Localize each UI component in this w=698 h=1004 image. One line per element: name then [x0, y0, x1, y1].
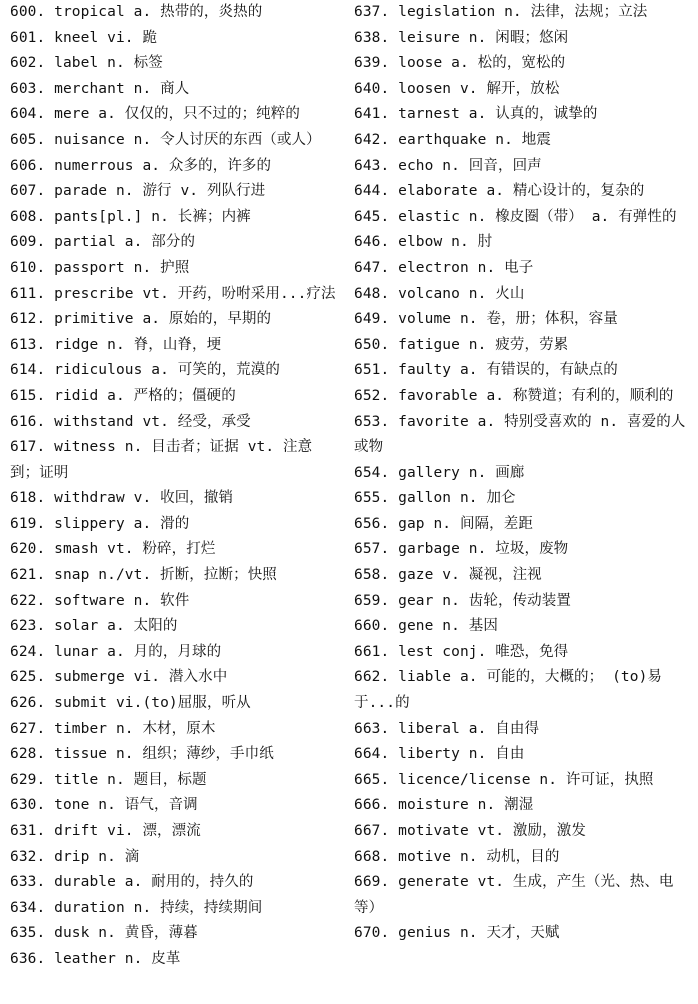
vocab-entry: 614. ridiculous a. 可笑的，荒漠的	[10, 362, 280, 379]
vocab-entry: 665. licence/license n. 许可证，执照	[354, 771, 654, 788]
vocab-entry: 638. leisure n. 闲暇；悠闲	[354, 29, 569, 46]
vocab-entry: 644. elaborate a. 精心设计的，复杂的	[354, 183, 645, 200]
vocab-entry: 633. durable a. 耐用的，持久的	[10, 874, 254, 891]
vocab-entry: 619. slippery a. 滑的	[10, 515, 190, 532]
vocab-entry: 650. fatigue n. 疲劳，劳累	[354, 336, 569, 353]
vocab-entry: 668. motive n. 动机，目的	[354, 848, 560, 865]
vocab-entry: 625. submerge vi. 潜入水中	[10, 669, 228, 686]
vocab-entry: 617. witness n. 目击者；证据 vt. 注意到；证明	[10, 439, 313, 481]
vocab-entry: 656. gap n. 间隔，差距	[354, 515, 533, 532]
vocab-entry: 654. gallery n. 画廊	[354, 464, 525, 481]
vocab-entry: 612. primitive a. 原始的，早期的	[10, 311, 272, 328]
vocab-entry: 629. title n. 题目，标题	[10, 771, 207, 788]
vocab-entry: 664. liberty n. 自由	[354, 746, 525, 763]
vocab-entry: 627. timber n. 木材，原木	[10, 720, 216, 737]
vocab-entry: 652. favorable a. 称赞道；有利的，顺利的	[354, 387, 674, 404]
vocab-entry: 610. passport n. 护照	[10, 259, 190, 276]
vocab-entry: 649. volume n. 卷，册；体积，容量	[354, 311, 618, 328]
vocab-entry: 647. electron n. 电子	[354, 259, 534, 276]
vocab-entry: 632. drip n. 滴	[10, 848, 140, 865]
vocab-entry: 623. solar a. 太阳的	[10, 618, 178, 635]
vocab-entry: 609. partial a. 部分的	[10, 234, 196, 251]
vocab-entry: 648. volcano n. 火山	[354, 285, 525, 302]
vocab-entry: 642. earthquake n. 地震	[354, 131, 551, 148]
vocab-entry: 600. tropical a. 热带的，炎热的	[10, 4, 263, 20]
vocab-entry: 662. liable a. 可能的，大概的； (to)易于...的	[354, 669, 662, 712]
vocab-entry: 641. tarnest a. 认真的，诚挚的	[354, 106, 598, 123]
vocab-entry: 624. lunar a. 月的，月球的	[10, 643, 222, 660]
vocab-entry: 631. drift vi. 漂，漂流	[10, 823, 201, 839]
vocab-entry: 608. pants[pl.] n. 长裤；内裤	[10, 208, 251, 225]
vocab-entry: 621. snap n./vt. 折断，拉断；快照	[10, 567, 277, 584]
vocab-entry: 667. motivate vt. 激励，激发	[354, 823, 586, 839]
vocab-entry: 661. lest conj. 唯恐，免得	[354, 643, 569, 660]
vocab-entry: 659. gear n. 齿轮，传动装置	[354, 592, 571, 609]
vocab-entry: 626. submit vi.(to)屈服，听从	[10, 695, 251, 712]
vocab-entry: 636. leather n. 皮革	[10, 950, 181, 967]
vocab-entry: 604. mere a. 仅仅的，只不过的；纯粹的	[10, 106, 300, 123]
vocab-entry: 611. prescribe vt. 开药，吩咐采用...疗法	[10, 285, 336, 302]
vocab-entry: 603. merchant n. 商人	[10, 80, 190, 97]
vocab-entry: 639. loose a. 松的，宽松的	[354, 55, 566, 72]
vocab-entry: 657. garbage n. 垃圾，废物	[354, 541, 569, 558]
vocab-entry: 634. duration n. 持续，持续期间	[10, 899, 263, 916]
vocab-entry: 635. dusk n. 黄昏，薄暮	[10, 925, 198, 942]
left-column	[10, 0, 340, 973]
vocab-entry: 670. genius n. 天才，天赋	[354, 925, 560, 942]
vocab-entry: 663. liberal a. 自由得	[354, 720, 540, 737]
vocab-entry: 613. ridge n. 脊，山脊，埂	[10, 336, 222, 353]
vocab-entry: 637. legislation n. 法律，法规；立法	[354, 4, 648, 20]
vocab-entry: 669. generate vt. 生成，产生（光、热、电等）	[354, 874, 674, 916]
vocab-entry: 630. tone n. 语气，音调	[10, 797, 198, 814]
vocab-entry: 645. elastic n. 橡皮圈（带） a. 有弹性的	[354, 208, 677, 225]
vocab-entry: 640. loosen v. 解开，放松	[354, 80, 560, 97]
vocab-entry: 646. elbow n. 肘	[354, 234, 493, 251]
vocab-entry: 653. favorite a. 特别受喜欢的 n. 喜爱的人或物	[354, 413, 686, 456]
vocab-entry: 666. moisture n. 潮湿	[354, 797, 534, 814]
vocab-entry: 607. parade n. 游行 v. 列队行进	[10, 183, 266, 200]
vocab-entry: 602. label n. 标签	[10, 55, 163, 72]
vocab-entry: 618. withdraw v. 收回，撤销	[10, 490, 234, 507]
vocab-entry: 601. kneel vi. 跪	[10, 29, 158, 46]
vocab-entry: 628. tissue n. 组织；薄纱，手巾纸	[10, 746, 274, 763]
vocab-entry: 660. gene n. 基因	[354, 618, 498, 635]
vocab-entry: 605. nuisance n. 令人讨厌的东西（或人）	[10, 131, 321, 148]
vocab-entry: 658. gaze v. 凝视，注视	[354, 567, 542, 584]
vocab-entry: 616. withstand vt. 经受，承受	[10, 413, 251, 430]
vocab-entry: 655. gallon n. 加仑	[354, 490, 516, 507]
vocab-entry: 643. echo n. 回音，回声	[354, 157, 542, 174]
vocab-entry: 651. faulty a. 有错误的，有缺点的	[354, 362, 618, 379]
right-column	[354, 0, 688, 947]
vocab-entry: 606. numerrous a. 众多的，许多的	[10, 157, 272, 174]
vocab-entry: 615. ridid a. 严格的；僵硬的	[10, 387, 236, 404]
vocab-entry: 620. smash vt. 粉碎，打烂	[10, 541, 216, 558]
vocab-entry: 622. software n. 软件	[10, 592, 190, 609]
